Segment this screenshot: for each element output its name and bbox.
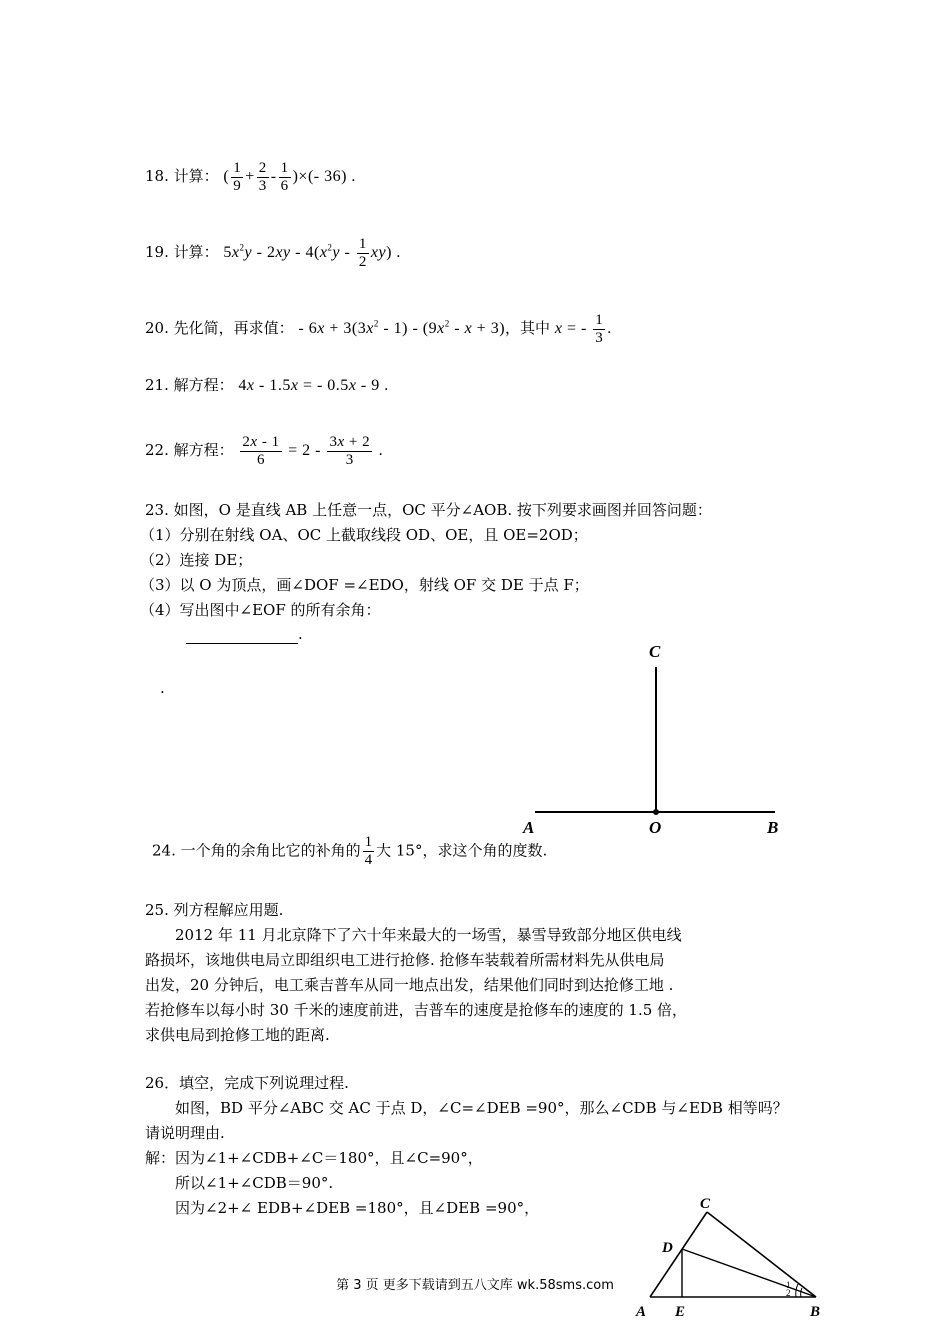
q23-step-3: （3）以 O 为顶点，画∠DOF =∠EDO，射线 OF 交 DE 于点 F； [140, 576, 589, 594]
label-a: A [636, 1304, 647, 1320]
stray-dot: . [160, 679, 165, 697]
q25-line-3: 出发，20 分钟后，电工乘吉普车从同一地点出发，结果他们同时到达抢修工地 . [145, 976, 674, 994]
q23-figure [515, 635, 795, 845]
q20-mid: ，其中 [505, 319, 551, 338]
q18-label: 18. 计算： [145, 167, 219, 186]
q26-line-5: 因为∠2+∠ EDB+∠DEB =180°，且∠DEB =90°， [175, 1199, 540, 1217]
label-b: B [810, 1304, 821, 1320]
q20-label: 20. 先化简，再求值： [145, 319, 294, 338]
q21-expression: 4x - 1.5x = - 0.5x - 9 . [238, 377, 389, 394]
q26-line-3: 解：因为∠1+∠CDB+∠C＝180°，且∠C=90°， [145, 1149, 483, 1167]
q26-line-4: 所以∠1+∠CDB＝90°. [175, 1174, 334, 1192]
question-21 [145, 375, 389, 396]
q23-step-1: （1）分别在射线 OA、OC 上截取线段 OD、OE，且 OE=2OD； [140, 526, 588, 544]
q26-title: 26．填空，完成下列说理过程. [145, 1074, 349, 1092]
q25-line-4: 若抢修车以每小时 30 千米的速度前进，吉普车的速度是抢修车的速度的 1.5 倍， [145, 1001, 688, 1019]
question-18 [145, 160, 356, 195]
q25-line-5: 求供电局到抢修工地的距离. [145, 1026, 330, 1044]
question-24 [152, 834, 547, 869]
answer-line [186, 629, 298, 644]
question-20 [145, 312, 612, 347]
page-footer: 第 3 页 更多下载请到五八文库 wk.58sms.com [336, 1278, 614, 1293]
label-c: C [700, 1196, 711, 1212]
q24-post: 大 15°，求这个角的度数. [376, 841, 548, 860]
label-e: E [675, 1304, 686, 1320]
q26-line-2: 请说明理由. [145, 1124, 225, 1142]
q22-expression: $\frac{2x - 1}{6}$ = 2 - $\frac{3x + 2}{3}$ . [242, 434, 384, 468]
q24-fraction: $\frac{1}{4}$ [364, 834, 373, 868]
q19-expression: $5x^2y - 2xy - 4(x^2y$ - $\frac{1}{2}$ xy) . [223, 236, 401, 270]
question-22 [145, 434, 383, 469]
q23-step-4: （4）写出图中∠EOF 的所有余角： [140, 601, 381, 619]
q26-figure [630, 1192, 830, 1327]
q20-condition: x = - $\frac{1}{3}$ . [554, 312, 612, 346]
q26-line-1: 如图，BD 平分∠ABC 交 AC 于点 D，∠C=∠DEB =90°，那么∠CDB 与∠EDB 相等吗？ [175, 1099, 788, 1117]
q24-pre: 24. 一个角的余角比它的补角的 [152, 841, 361, 860]
label-d: D [662, 1240, 673, 1256]
question-19 [145, 236, 401, 271]
q22-label: 22. 解方程： [145, 441, 234, 460]
q23-step-2: （2）连接 DE； [140, 551, 253, 569]
q25-title: 25. 列方程解应用题. [145, 901, 284, 919]
q18-expression: ( $\frac{1}{9}$ + $\frac{2}{3}$ - $\frac{1}{6}$ )×(- 36) . [223, 160, 356, 194]
point-o [653, 809, 659, 815]
label-o: O [649, 818, 662, 837]
q23-intro: 23. 如图，O 是直线 AB 上任意一点，OC 平分∠AOB. 按下列要求画图并回答问题： [145, 501, 712, 519]
q25-line-1: 2012 年 11 月北京降下了六十年来最大的一场雪，暴雪导致部分地区供电线 [175, 926, 682, 944]
label-b: B [767, 818, 779, 837]
label-a: A [523, 818, 535, 837]
label-angle-2: 2 [786, 1288, 791, 1298]
q20-expression: - $6x + 3(3x^2 - 1) - (9x^2 - x + 3)$ [298, 318, 506, 338]
label-angle-1: 1 [786, 1280, 791, 1290]
label-c: C [649, 642, 661, 661]
q25-line-2: 路损坏，该地供电局立即组织电工进行抢修. 抢修车装载着所需材料先从供电局 [145, 951, 665, 969]
q23-answer-blank: . [186, 624, 303, 644]
q19-label: 19. 计算： [145, 243, 219, 262]
q21-label: 21. 解方程： [145, 376, 234, 394]
